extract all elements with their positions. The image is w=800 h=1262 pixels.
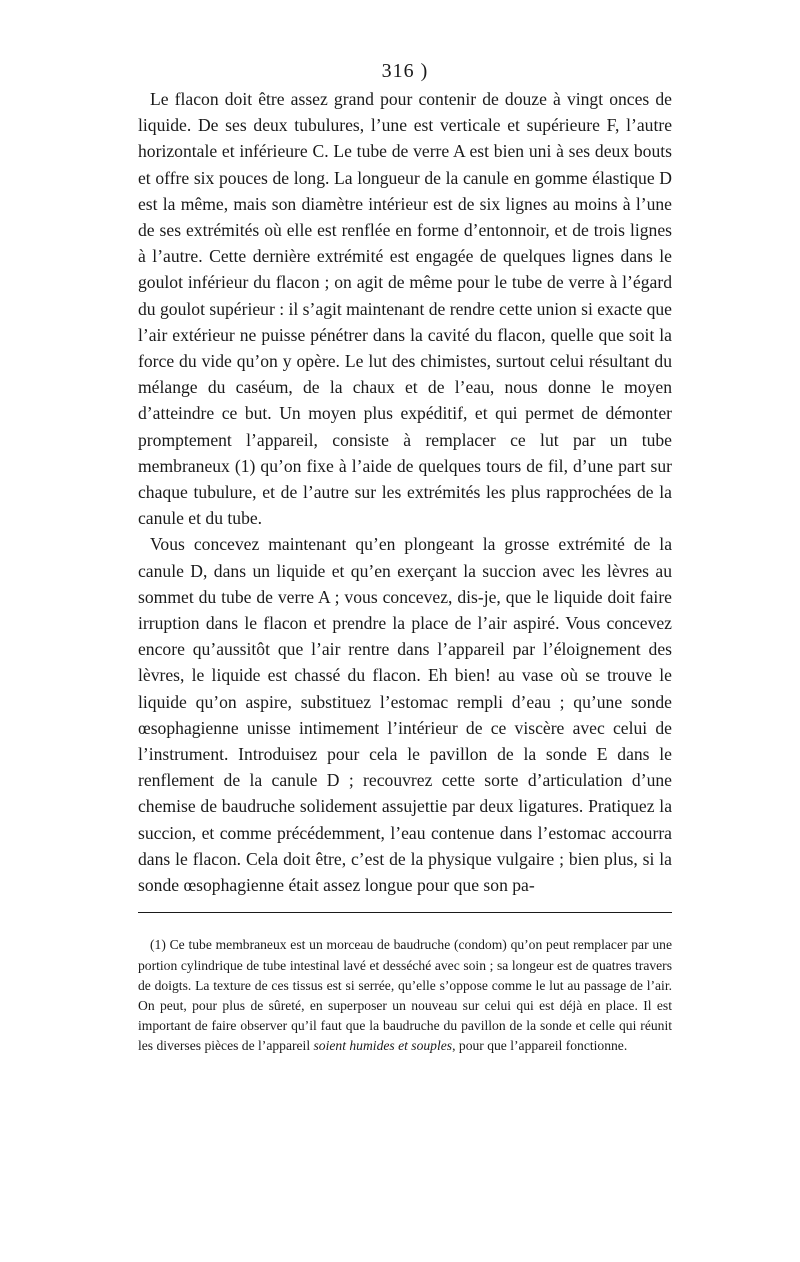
- book-page: [138, 58, 672, 1057]
- footnote-italic-text: soient humides et souples: [313, 1038, 453, 1054]
- paragraph-1: Le flacon doit être assez grand pour contenir de douze à vingt onces de liquide. De ses deux tubulures, l’une est verticale et supérieure F, l’autre horizontale et inférieure C. Le tube de verre A est bien uni à ses deux bouts et offre six pouces de long. La longueur de la canule en gomme élastique D est la même, mais son diamètre intérieur est de six lignes au moins à l’une de ses extrémités où elle est renflée en forme d’entonnoir, et de trois lignes à l’autre. Cette dernière extrémité est engagée de quelques lignes dans le goulot inférieur du flacon ; on agit de même pour le tube de verre à l’égard du goulot supérieur : il s’agit maintenant de rendre cette union si exacte que l’air extérieur ne puisse pénétrer dans la cavité du flacon, quelle que soit la force du vide qu’on y opère. Le lut des chimistes, surtout celui résultant du mélange du caséum, de la chaux et de l’eau, nous donne le moyen d’atteindre ce but. Un moyen plus expéditif, et qui permet de démonter promptement l’appareil, consiste à remplacer ce lut par un tube membraneux (1) qu’on fixe à l’aide de quelques tours de fil, d’une part sur chaque tubulure, et de l’autre sur les extrémités les plus rapprochées de la canule et du tube.: [138, 89, 672, 529]
- page-number: 316 ): [381, 60, 429, 82]
- footnote: [138, 935, 672, 1056]
- footnote-divider: [138, 912, 672, 913]
- footnote-text-end: , pour que l’appareil fonctionne.: [452, 1038, 628, 1054]
- footnote-text: (1) Ce tube membraneux est un morceau de baudruche (condom) qu’on peut remplacer par une portion cylindrique de tube intestinal lavé et desséché avec soin ; sa longeur est de quatres travers de doigts. La texture de ces tissus est si serrée, qu’elle s’oppose comme le lut au passage de l’air. On peut, pour plus de sûreté, en superposer un nouveau sur celui qui est déjà en place. Il est important de faire observer qu’il faut que la baudruche du pavillon de la sonde et celle qui réunit les diverses pièces de l’appareil: [138, 937, 672, 1054]
- paragraph-2: Vous concevez maintenant qu’en plongeant la grosse extrémité de la canule D, dans un liquide et qu’en exerçant la succion avec les lèvres au sommet du tube de verre A ; vous concevez, dis-je, que le liquide doit faire irruption dans le flacon et prendre la place de l’air aspiré. Vous concevez encore qu’aussitôt que l’air rentre dans l’appareil par l’éloignement des lèvres, le liquide est chassé du flacon. Eh bien! au vase où se trouve le liquide qu’on aspire, substituez l’estomac rempli d’eau ; qu’une sonde œsophagienne unisse intimement l’intérieur de ce viscère avec celui de l’instrument. Introduisez pour cela le pavillon de la sonde E dans le renflement de la canule D ; recouvrez cette sorte d’articulation d’une chemise de baudruche solidement assujettie par deux ligatures. Pratiquez la succion, et comme précédemment, l’eau contenue dans l’estomac accourra dans le flacon. Cela doit être, c’est de la physique vulgaire ; bien plus, si la sonde œsophagienne était assez longue pour que son pa-: [138, 534, 672, 896]
